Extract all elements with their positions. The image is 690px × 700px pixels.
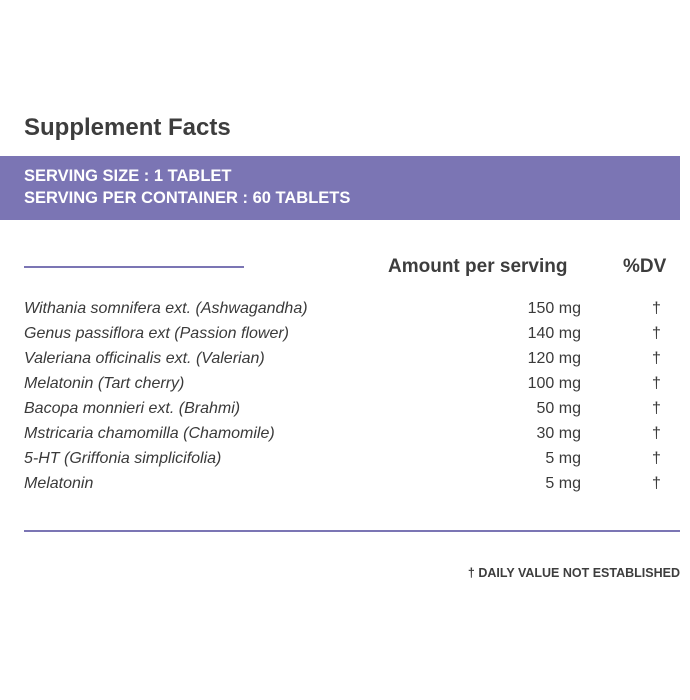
ingredient-name: Valeriana officinalis ext. (Valerian) (24, 350, 265, 367)
ingredient-row (24, 421, 680, 446)
ingredient-dv: † (652, 475, 661, 492)
ingredient-amount: 50 mg (536, 400, 581, 417)
ingredient-dv: † (652, 300, 661, 317)
ingredient-row (24, 346, 680, 371)
serving-per-container: SERVING PER CONTAINER : 60 TABLETS (24, 189, 351, 207)
ingredient-dv: † (652, 425, 661, 442)
ingredient-dv: † (652, 325, 661, 342)
daily-value-footnote: † DAILY VALUE NOT ESTABLISHED (467, 566, 680, 580)
ingredient-amount: 120 mg (527, 350, 581, 367)
page-title: Supplement Facts (24, 114, 231, 141)
ingredient-row (24, 321, 680, 346)
ingredient-row (24, 446, 680, 471)
ingredient-list (24, 296, 680, 496)
ingredient-amount: 30 mg (536, 425, 581, 442)
ingredient-amount: 100 mg (527, 375, 581, 392)
serving-size: SERVING SIZE : 1 TABLET (24, 167, 232, 185)
ingredient-name: Bacopa monnieri ext. (Brahmi) (24, 400, 241, 417)
ingredient-amount: 5 mg (545, 450, 581, 467)
ingredient-row (24, 396, 680, 421)
ingredient-name: Genus passiflora ext (Passion flower) (24, 325, 289, 342)
footer-divider (24, 530, 680, 532)
ingredient-dv: † (652, 350, 661, 367)
ingredient-name: Mstricaria chamomilla (Chamomile) (24, 425, 275, 442)
ingredient-name: Melatonin (Tart cherry) (24, 375, 185, 392)
ingredient-row (24, 296, 680, 321)
ingredient-amount: 5 mg (545, 475, 581, 492)
ingredient-amount: 150 mg (527, 300, 581, 317)
ingredient-name: Withania somnifera ext. (Ashwagandha) (24, 300, 308, 317)
amount-column-header: Amount per serving (388, 256, 568, 277)
ingredient-dv: † (652, 450, 661, 467)
ingredient-dv: † (652, 400, 661, 417)
header-divider (24, 266, 244, 268)
ingredient-amount: 140 mg (527, 325, 581, 342)
ingredient-name: Melatonin (24, 475, 94, 492)
ingredient-dv: † (652, 375, 661, 392)
ingredient-row (24, 471, 680, 496)
dv-column-header: %DV (623, 256, 667, 277)
ingredient-name: 5-HT (Griffonia simplicifolia) (24, 450, 222, 467)
serving-info-band (0, 156, 680, 220)
ingredient-row (24, 371, 680, 396)
